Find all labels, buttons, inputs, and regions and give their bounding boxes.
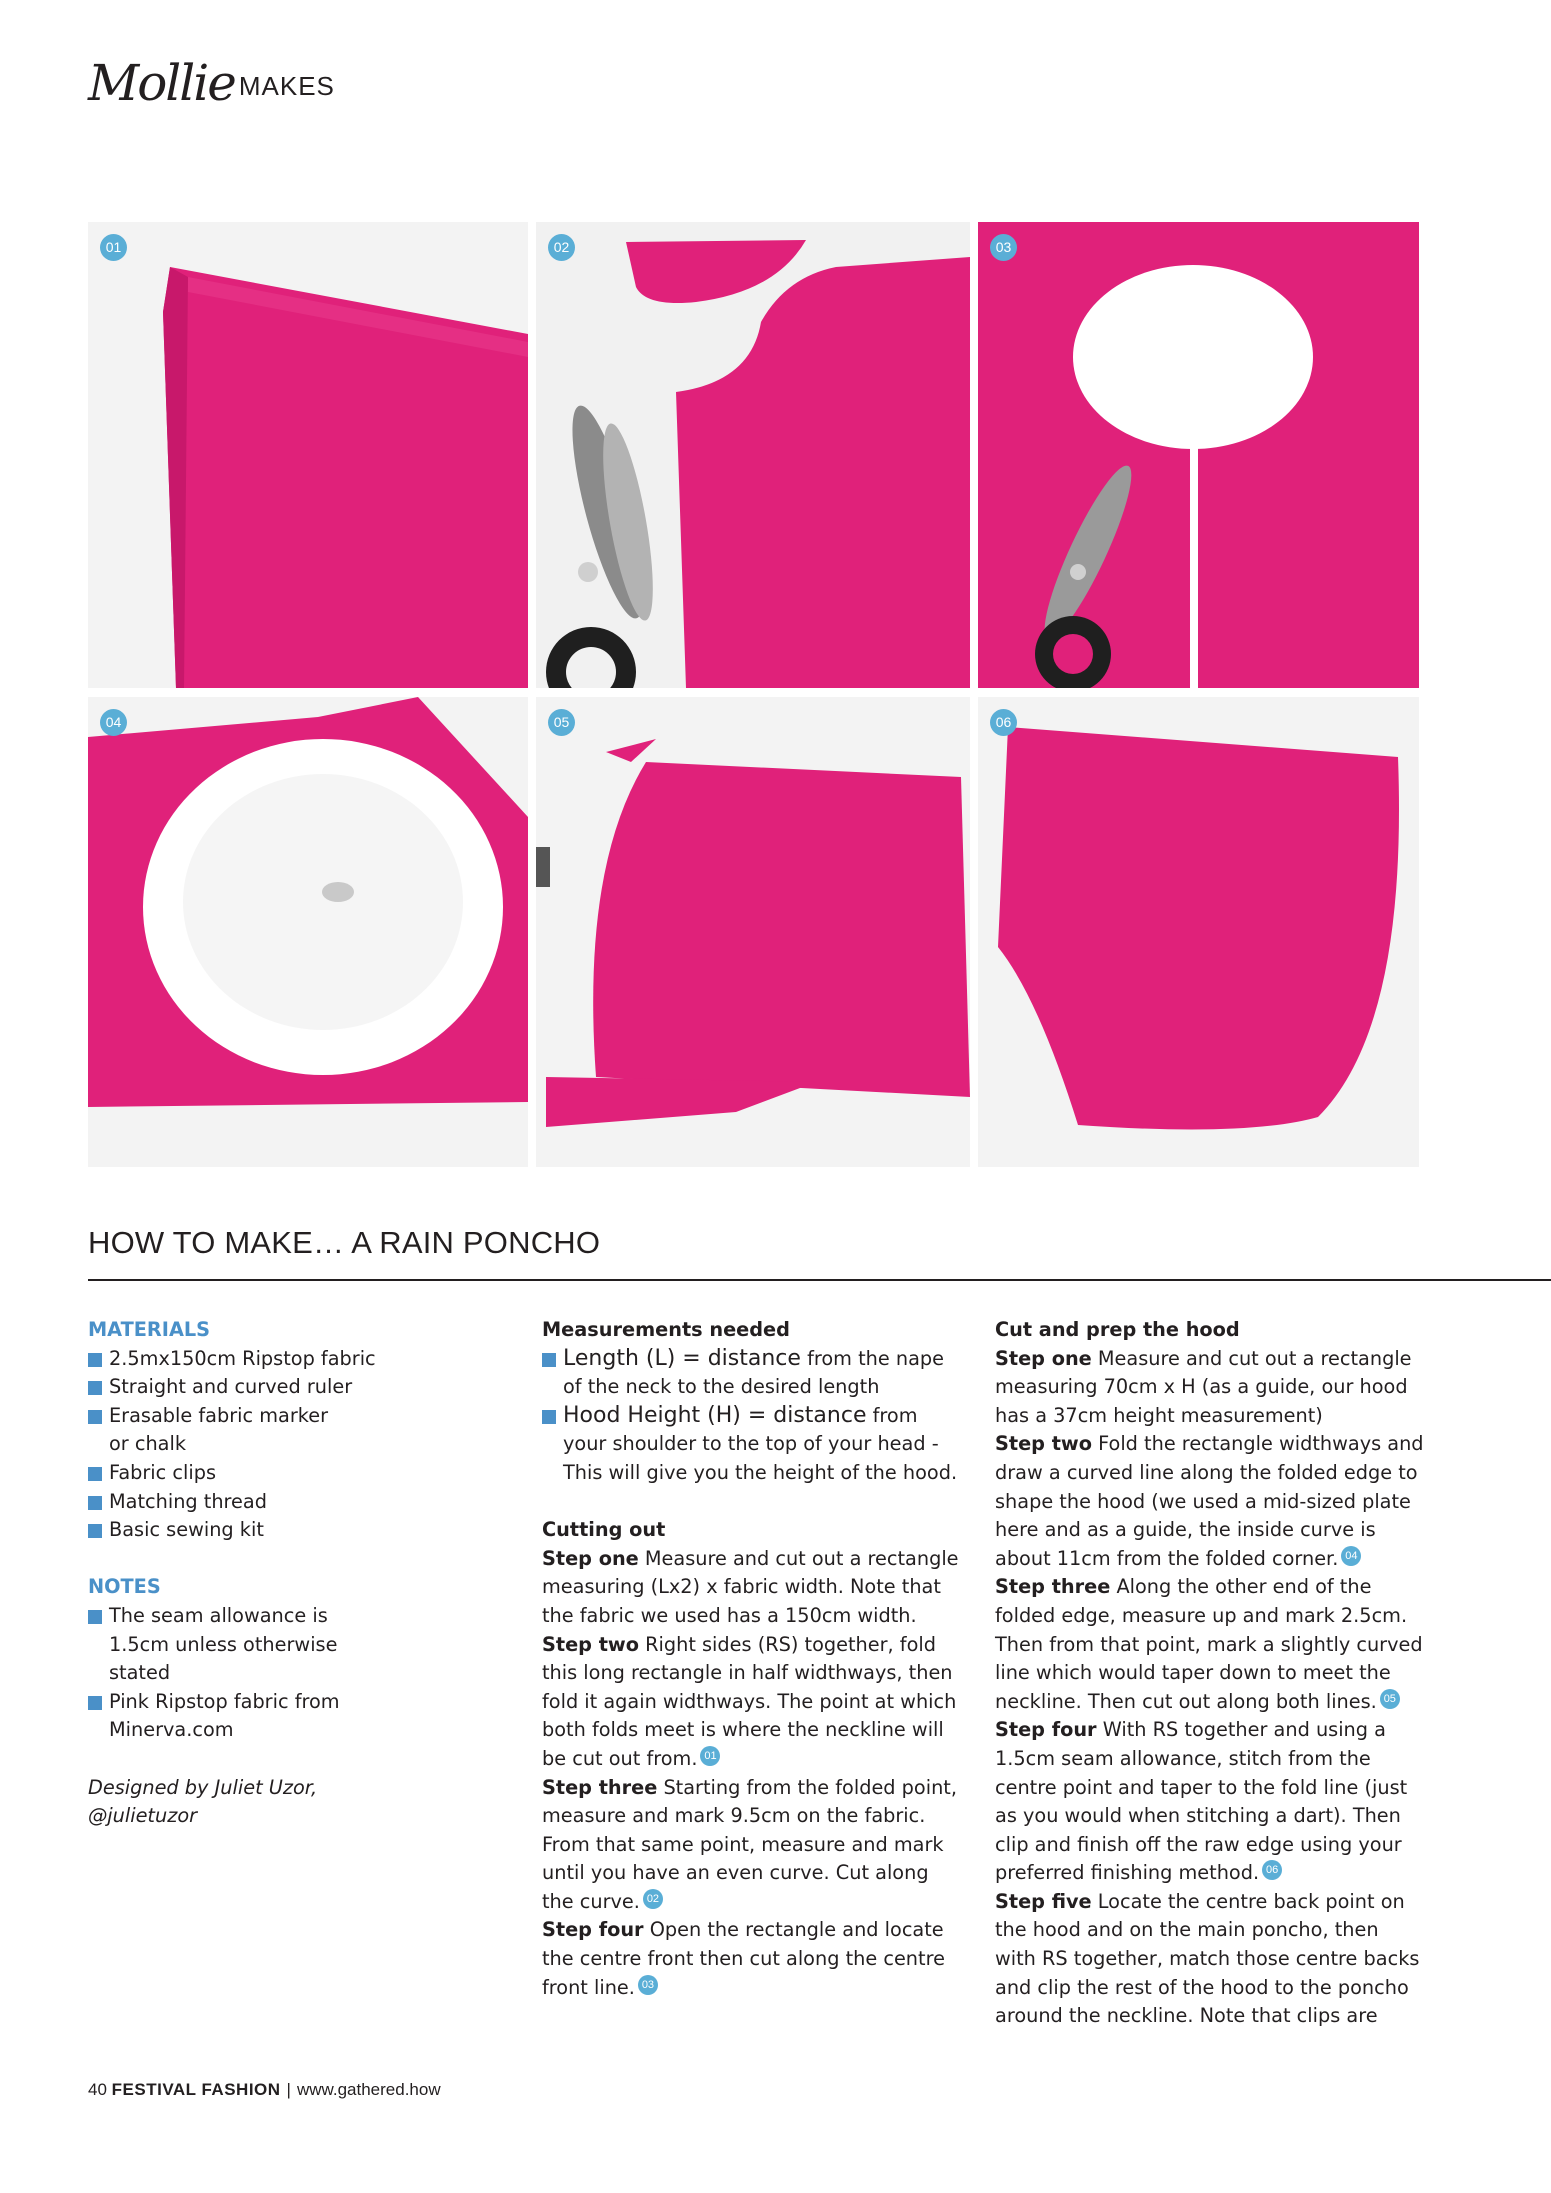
step-paragraph xyxy=(995,1430,1425,1573)
brand-logo xyxy=(88,54,335,112)
hood-heading: Cut and prep the hood xyxy=(995,1318,1240,1341)
list-item: Matching thread xyxy=(88,1488,498,1517)
step-photo-05 xyxy=(536,697,970,1167)
page-title: HOW TO MAKE… A RAIN PONCHO xyxy=(88,1225,601,1260)
list-item: Erasable fabric marker or chalk xyxy=(88,1402,349,1459)
list-item: Basic sewing kit xyxy=(88,1516,498,1545)
designer-credit xyxy=(88,1774,498,1831)
photo-ref-badge: 01 xyxy=(700,1746,720,1766)
photo-04-graphic xyxy=(88,697,528,1167)
step-paragraph xyxy=(995,1573,1425,1716)
list-item xyxy=(542,1402,962,1488)
step-label: Step four xyxy=(995,1718,1097,1742)
step-paragraph xyxy=(542,1631,962,1774)
step-photo-04 xyxy=(88,697,528,1167)
measurements-heading: Measurements needed xyxy=(542,1318,790,1341)
step-paragraph xyxy=(542,1916,962,2002)
photo-02-graphic xyxy=(536,222,970,688)
step-label: Step one xyxy=(542,1546,639,1570)
step-label: Step three xyxy=(995,1575,1111,1599)
step-label: Step two xyxy=(995,1432,1092,1456)
credit-line: Designed by Juliet Uzor, xyxy=(88,1775,318,1799)
notes-list xyxy=(88,1602,498,1745)
photo-ref-badge: 05 xyxy=(1380,1689,1400,1709)
photo-01-graphic xyxy=(88,222,528,688)
column-measurements xyxy=(542,1316,962,2002)
photo-03-graphic xyxy=(978,222,1419,688)
measurement-term: Hood Height (H) = distance xyxy=(563,1402,867,1428)
list-item: 2.5mx150cm Ripstop fabric xyxy=(88,1345,498,1374)
footer-url: www.gathered.how xyxy=(296,2080,441,2099)
photo-ref-badge: 04 xyxy=(1341,1546,1361,1566)
column-materials xyxy=(88,1316,498,1831)
photo-badge: 03 xyxy=(990,234,1017,261)
list-item: Pink Ripstop fabric from Minerva.com xyxy=(88,1688,359,1745)
measurements-list xyxy=(542,1345,962,1488)
photo-badge: 05 xyxy=(548,709,575,736)
photo-ref-badge: 06 xyxy=(1262,1860,1282,1880)
step-text: Measure and cut out a rectangle measuring (Lx2) x fabric width. Note that the fabric we used has a 150cm width. xyxy=(542,1546,959,1627)
footer-section: FESTIVAL FASHION xyxy=(111,2080,281,2099)
measurement-desc: from the nape of the neck to the desired length xyxy=(563,1346,944,1399)
column-hood xyxy=(995,1316,1425,2031)
photo-badge: 06 xyxy=(990,709,1017,736)
photo-06-graphic xyxy=(978,697,1419,1167)
footer-separator: | xyxy=(286,2080,291,2099)
step-text: Along the other end of the folded edge, measure up and mark 2.5cm. Then from that point, mark a slightly curved line which would taper down to meet the neckline. Then cut out along both lines. xyxy=(995,1575,1423,1713)
list-item: The seam allowance is 1.5cm unless otherwise stated xyxy=(88,1602,339,1688)
step-text: With RS together and using a 1.5cm seam allowance, stitch from the centre point and taper to the fold line (just as you would when stitching a dart). Then clip and finish off the raw edge using your preferred finishing method. xyxy=(995,1718,1408,1885)
list-item: Straight and curved ruler xyxy=(88,1373,498,1402)
title-rule xyxy=(88,1279,1551,1281)
step-photo-02 xyxy=(536,222,970,688)
materials-list xyxy=(88,1345,498,1545)
step-paragraph xyxy=(995,1888,1425,2031)
materials-heading: MATERIALS xyxy=(88,1318,211,1341)
step-text: Measure and cut out a rectangle measuring 70cm x H (as a guide, our hood has a 37cm height measurement) xyxy=(995,1346,1412,1427)
list-item: Fabric clips xyxy=(88,1459,498,1488)
step-photo-06 xyxy=(978,697,1419,1167)
step-text: Starting from the folded point, measure and mark 9.5cm on the fabric. From that same point, measure and mark until you have an even curve. Cut along the curve. xyxy=(542,1775,957,1913)
page-footer xyxy=(88,2080,441,2100)
photo-ref-badge: 03 xyxy=(638,1975,658,1995)
photo-05-graphic xyxy=(536,697,970,1167)
measurement-desc: from your shoulder to the top of your head - This will give you the height of the hood. xyxy=(563,1403,958,1484)
step-text: Open the rectangle and locate the centre front then cut along the centre front line. xyxy=(542,1918,945,1999)
photo-ref-badge: 02 xyxy=(643,1889,663,1909)
brand-script: Mollie xyxy=(88,54,235,112)
step-label: Step three xyxy=(542,1775,658,1799)
photo-badge: 04 xyxy=(100,709,127,736)
step-paragraph xyxy=(995,1345,1425,1431)
step-label: Step five xyxy=(995,1889,1092,1913)
step-label: Step two xyxy=(542,1632,639,1656)
photo-badge: 02 xyxy=(548,234,575,261)
cutting-heading: Cutting out xyxy=(542,1518,666,1542)
notes-heading: NOTES xyxy=(88,1575,161,1599)
step-text: Fold the rectangle widthways and draw a curved line along the folded edge to shape the hood (we used a mid-sized plate here and as a guide, the inside curve is about 11cm from the folded corner. xyxy=(995,1432,1424,1570)
step-text: Right sides (RS) together, fold this long rectangle in half widthways, then fold it again widthways. The point at which both folds meet is where the neckline will be cut out from. xyxy=(542,1632,957,1770)
cutting-steps xyxy=(542,1545,962,2003)
step-paragraph xyxy=(542,1545,962,1631)
step-paragraph xyxy=(995,1716,1425,1888)
step-label: Step one xyxy=(995,1346,1092,1370)
brand-word: MAKES xyxy=(238,71,335,101)
step-photo-03 xyxy=(978,222,1419,688)
photo-badge: 01 xyxy=(100,234,127,261)
hood-steps xyxy=(995,1345,1425,2031)
measurement-term: Length (L) = distance xyxy=(563,1345,801,1371)
step-text: Locate the centre back point on the hood and on the main poncho, then with RS together, match those centre backs and clip the rest of the hood to the poncho around the neckline. Note that clips are xyxy=(995,1889,1420,2028)
list-item xyxy=(542,1345,962,1402)
page-number: 40 xyxy=(88,2080,107,2099)
step-photo-01 xyxy=(88,222,528,688)
step-label: Step four xyxy=(542,1918,644,1942)
step-paragraph xyxy=(542,1774,962,1917)
credit-handle: @julietuzor xyxy=(88,1804,198,1828)
